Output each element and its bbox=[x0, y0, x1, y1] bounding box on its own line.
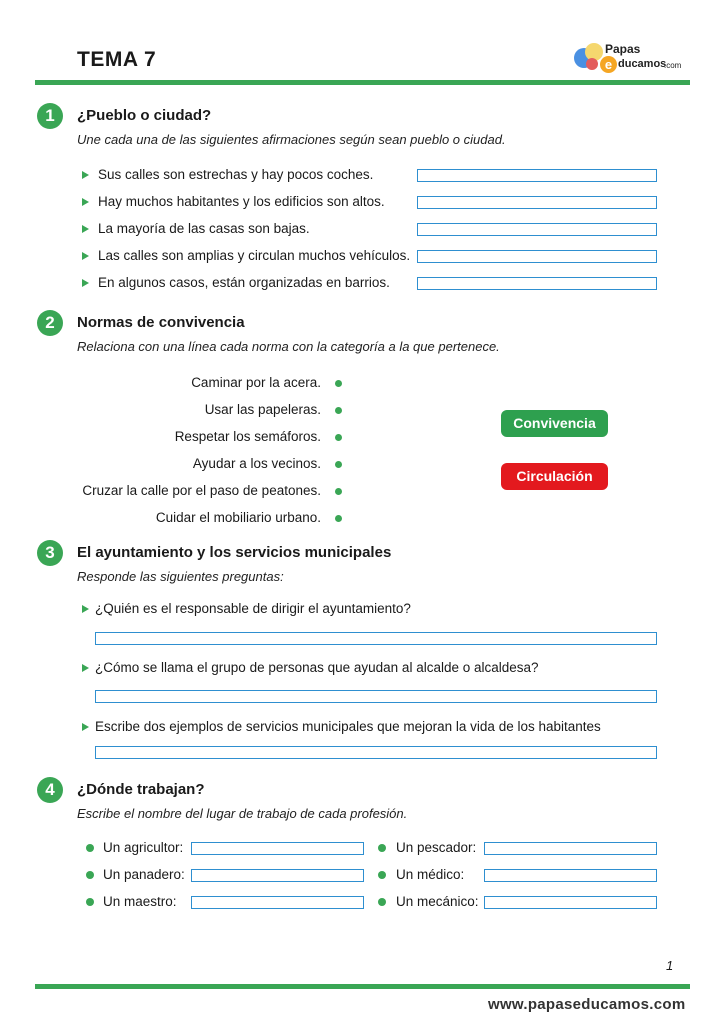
answer-line-1[interactable] bbox=[95, 632, 657, 645]
section-title-1: ¿Pueblo o ciudad? bbox=[77, 107, 212, 124]
bullet-icon bbox=[378, 871, 386, 879]
statement-2: Hay muchos habitantes y los edificios son altos. bbox=[98, 194, 385, 209]
answer-box-2[interactable] bbox=[417, 196, 657, 209]
profession-pescador: Un pescador: bbox=[396, 840, 477, 855]
logo-e-badge: e bbox=[600, 56, 617, 73]
section-title-3: El ayuntamiento y los servicios municipales bbox=[77, 544, 392, 561]
footer-divider bbox=[35, 984, 690, 989]
norm-2: Usar las papeleras. bbox=[204, 402, 321, 417]
answer-box-3[interactable] bbox=[417, 223, 657, 236]
question-3: Escribe dos ejemplos de servicios municipales que mejoran la vida de los habitantes bbox=[95, 719, 601, 734]
answer-box-medico[interactable] bbox=[484, 869, 657, 882]
question-1: ¿Quién es el responsable de dirigir el ayuntamiento? bbox=[95, 601, 411, 616]
connect-dot[interactable] bbox=[335, 515, 342, 522]
answer-box-5[interactable] bbox=[417, 277, 657, 290]
section-instruction-1: Une cada una de las siguientes afirmaciones según sean pueblo o ciudad. bbox=[77, 132, 506, 147]
connect-dot[interactable] bbox=[335, 407, 342, 414]
arrow-icon bbox=[82, 198, 89, 206]
arrow-icon bbox=[82, 171, 89, 179]
category-convivencia[interactable]: Convivencia bbox=[501, 410, 608, 437]
category-circulacion[interactable]: Circulación bbox=[501, 463, 608, 490]
statement-3: La mayoría de las casas son bajas. bbox=[98, 221, 310, 236]
answer-line-2[interactable] bbox=[95, 690, 657, 703]
answer-box-panadero[interactable] bbox=[191, 869, 364, 882]
section-instruction-3: Responde las siguientes preguntas: bbox=[77, 569, 284, 584]
section-instruction-4: Escribe el nombre del lugar de trabajo de cada profesión. bbox=[77, 806, 408, 821]
connect-dot[interactable] bbox=[335, 488, 342, 495]
section-number-4: 4 bbox=[37, 777, 63, 803]
answer-box-1[interactable] bbox=[417, 169, 657, 182]
bullet-icon bbox=[86, 898, 94, 906]
norm-4: Ayudar a los vecinos. bbox=[192, 456, 321, 471]
answer-box-maestro[interactable] bbox=[191, 896, 364, 909]
profession-panadero: Un panadero: bbox=[103, 867, 185, 882]
statement-4: Las calles son amplias y circulan muchos vehículos. bbox=[98, 248, 411, 263]
section-title-4: ¿Dónde trabajan? bbox=[77, 781, 205, 798]
answer-line-3[interactable] bbox=[95, 746, 657, 759]
bullet-icon bbox=[86, 871, 94, 879]
arrow-icon bbox=[82, 723, 89, 731]
arrow-icon bbox=[82, 664, 89, 672]
page-title: TEMA 7 bbox=[77, 48, 157, 71]
connect-dot[interactable] bbox=[335, 380, 342, 387]
section-number-3: 3 bbox=[37, 540, 63, 566]
answer-box-mecanico[interactable] bbox=[484, 896, 657, 909]
section-instruction-2: Relaciona con una línea cada norma con la categoría a la que pertenece. bbox=[77, 339, 500, 354]
footer-url[interactable]: www.papaseducamos.com bbox=[488, 996, 686, 1013]
logo-text-bottom: ducamos bbox=[618, 58, 667, 70]
statement-1: Sus calles son estrechas y hay pocos coches. bbox=[98, 167, 374, 182]
logo-text-suffix: .com bbox=[664, 61, 682, 70]
question-2: ¿Cómo se llama el grupo de personas que ayudan al alcalde o alcaldesa? bbox=[95, 660, 539, 675]
section-number-1: 1 bbox=[37, 103, 63, 129]
answer-box-pescador[interactable] bbox=[484, 842, 657, 855]
page-number: 1 bbox=[666, 958, 674, 973]
connect-dot[interactable] bbox=[335, 434, 342, 441]
answer-box-agricultor[interactable] bbox=[191, 842, 364, 855]
header-divider bbox=[35, 80, 690, 85]
arrow-icon bbox=[82, 252, 89, 260]
statement-5: En algunos casos, están organizadas en barrios. bbox=[98, 275, 390, 290]
logo-text-top: Papas bbox=[605, 42, 641, 56]
arrow-icon bbox=[82, 279, 89, 287]
norm-3: Respetar los semáforos. bbox=[174, 429, 321, 444]
bullet-icon bbox=[86, 844, 94, 852]
profession-maestro: Un maestro: bbox=[103, 894, 177, 909]
answer-box-4[interactable] bbox=[417, 250, 657, 263]
section-number-2: 2 bbox=[37, 310, 63, 336]
connect-dot[interactable] bbox=[335, 461, 342, 468]
profession-medico: Un médico: bbox=[396, 867, 465, 882]
profession-mecanico: Un mecánico: bbox=[396, 894, 479, 909]
norm-6: Cuidar el mobiliario urbano. bbox=[155, 510, 321, 525]
arrow-icon bbox=[82, 605, 89, 613]
arrow-icon bbox=[82, 225, 89, 233]
norm-1: Caminar por la acera. bbox=[191, 375, 321, 390]
profession-agricultor: Un agricultor: bbox=[103, 840, 184, 855]
bullet-icon bbox=[378, 844, 386, 852]
section-title-2: Normas de convivencia bbox=[77, 314, 245, 331]
bullet-icon bbox=[378, 898, 386, 906]
norm-5: Cruzar la calle por el paso de peatones. bbox=[82, 483, 321, 498]
